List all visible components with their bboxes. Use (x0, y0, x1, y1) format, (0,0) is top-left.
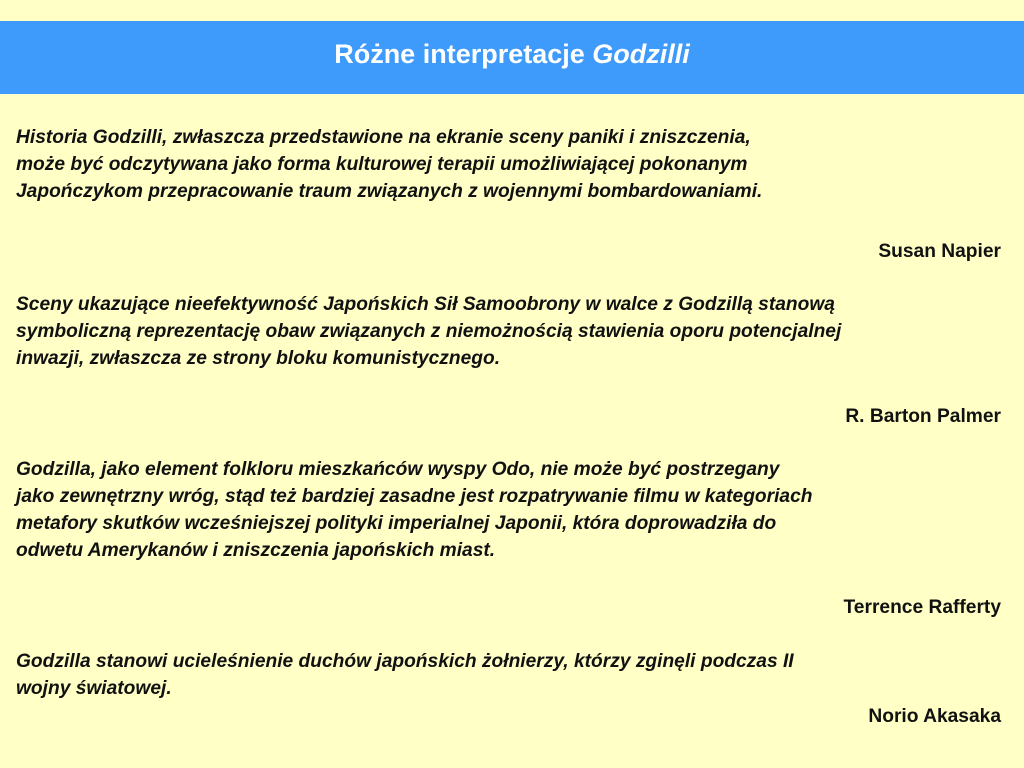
slide-title (334, 41, 690, 68)
quote-line: Sceny ukazujące nieefektywność Japońskich Sił Samoobrony w walce z Godzillą stanową (16, 294, 835, 315)
quote-line: odwetu Amerykanów i zniszczenia japońskich miast. (16, 540, 496, 561)
author-napier: Susan Napier (878, 241, 1001, 262)
slide-title-italic: Godzilli (592, 39, 690, 69)
author-palmer: R. Barton Palmer (845, 406, 1001, 427)
quote-rafferty (16, 456, 1006, 564)
title-bar (0, 21, 1024, 94)
quote-line: może być odczytywana jako forma kulturowej terapii umożliwiającej pokonanym (16, 154, 748, 175)
quote-line: inwazji, zwłaszcza ze strony bloku komunistycznego. (16, 348, 501, 369)
quote-line: Godzilla stanowi ucieleśnienie duchów japońskich żołnierzy, którzy zginęli podczas II (16, 651, 794, 672)
slide-title-prefix: Różne interpretacje (334, 39, 593, 69)
quote-line: symboliczną reprezentację obaw związanych z niemożnością stawienia oporu potencjalnej (16, 321, 842, 342)
quote-palmer (16, 291, 1006, 372)
quote-akasaka (16, 648, 1006, 702)
quote-line: Japończykom przepracowanie traum związanych z wojennymi bombardowaniami. (16, 181, 763, 202)
quote-line: Historia Godzilli, zwłaszcza przedstawione na ekranie sceny paniki i zniszczenia, (16, 127, 751, 148)
author-rafferty: Terrence Rafferty (843, 597, 1001, 618)
quote-line: metafory skutków wcześniejszej polityki imperialnej Japonii, która doprowadziła do (16, 513, 777, 534)
quote-line: jako zewnętrzny wróg, stąd też bardziej zasadne jest rozpatrywanie filmu w kategoriach (16, 486, 813, 507)
quote-line: Godzilla, jako element folkloru mieszkańców wyspy Odo, nie może być postrzegany (16, 459, 780, 480)
quote-napier (16, 124, 1006, 205)
author-akasaka: Norio Akasaka (868, 706, 1001, 727)
quote-line: wojny światowej. (16, 678, 172, 699)
